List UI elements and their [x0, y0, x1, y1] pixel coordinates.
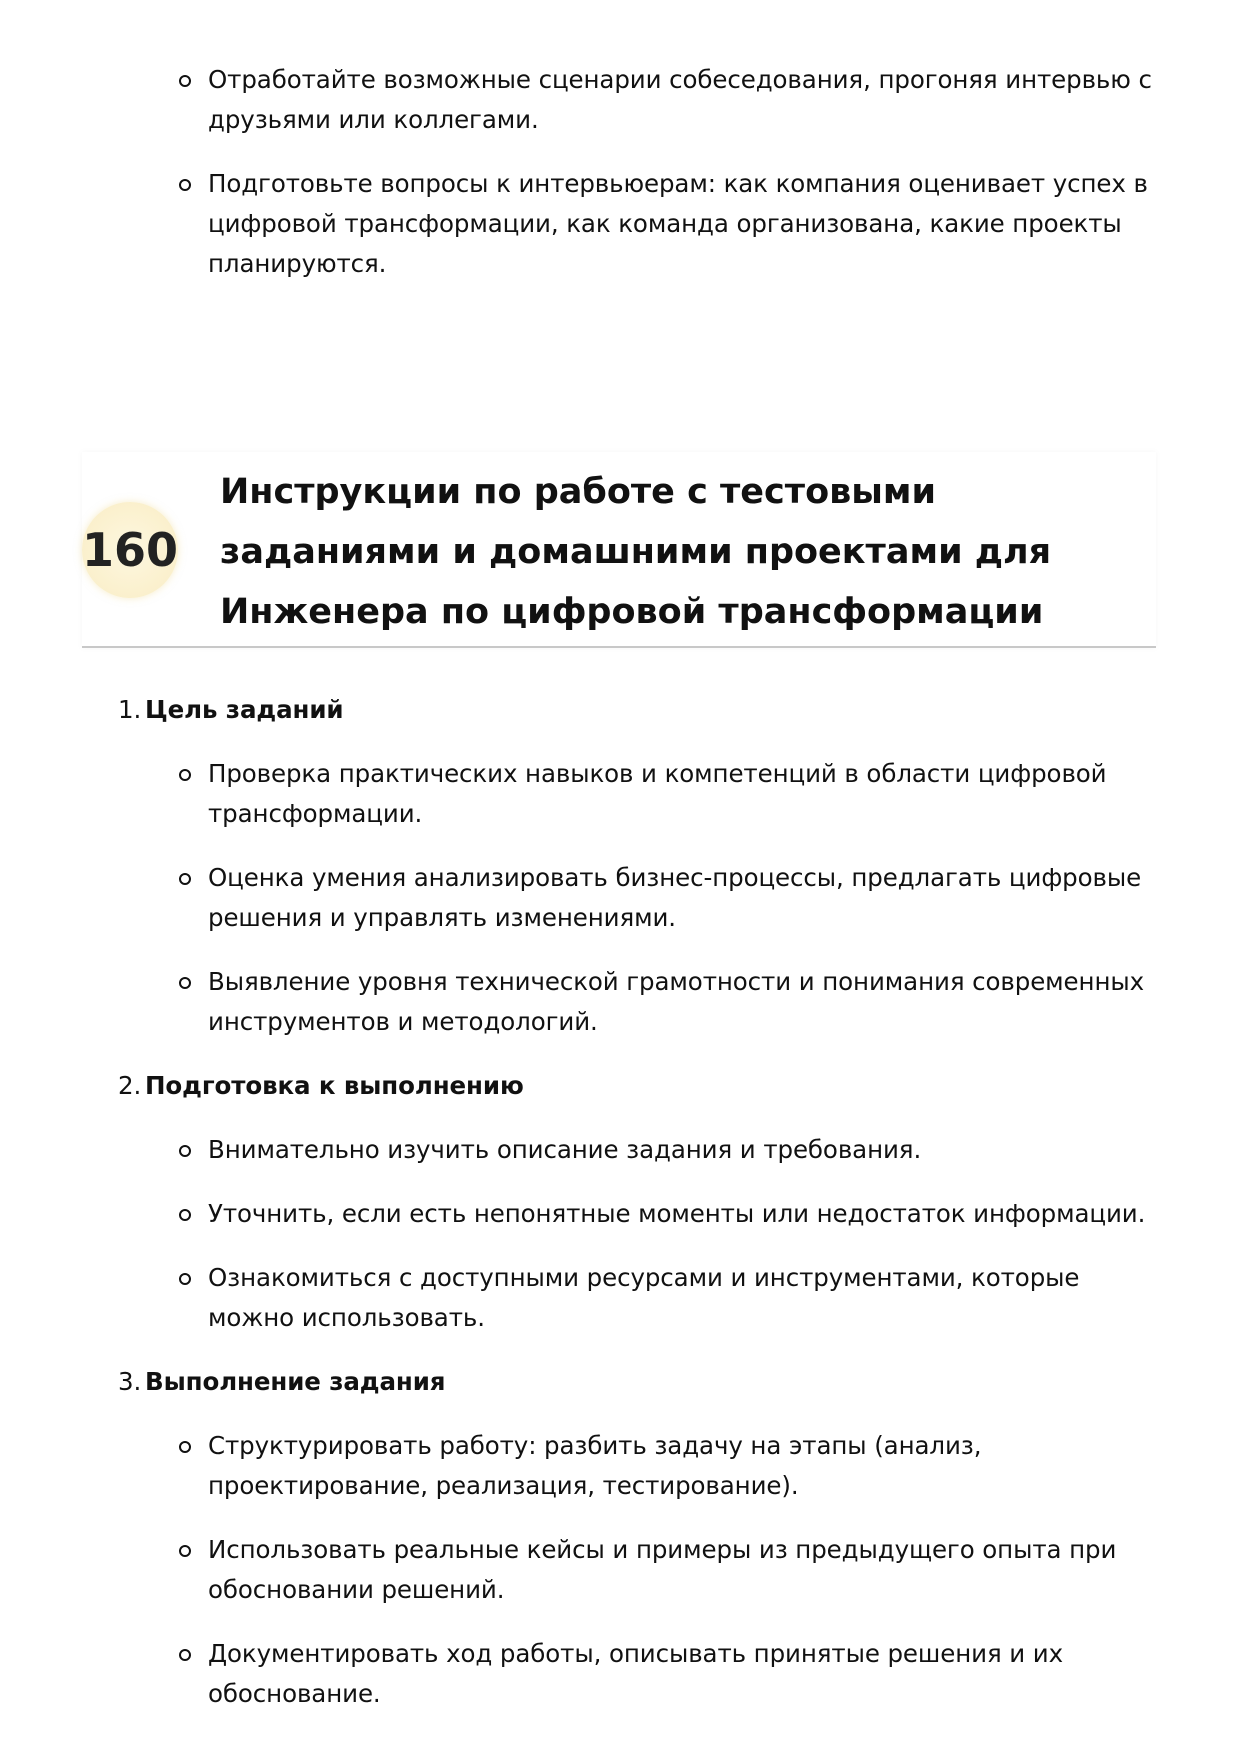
hollow-bullet-icon — [179, 75, 191, 87]
item-label: Цель заданий — [145, 695, 344, 724]
list-item — [0, 164, 1239, 284]
list-item — [0, 858, 1239, 938]
list-item — [0, 1194, 1239, 1234]
item-number: 3. — [118, 1367, 142, 1396]
list-item-text: Оценка умения анализировать бизнес-процессы, предлагать цифровые решения и управлять изменениями. — [208, 863, 1142, 932]
list-item-text: Ознакомиться с доступными ресурсами и инструментами, которые можно использовать. — [208, 1263, 1080, 1332]
numbered-item-execution — [0, 1362, 1239, 1402]
section-heading — [82, 452, 1156, 648]
hollow-bullet-icon — [179, 1273, 191, 1285]
hollow-bullet-icon — [179, 1209, 191, 1221]
continued-bullet-list — [0, 60, 1239, 308]
sub-bullet-list — [0, 1426, 1239, 1714]
hollow-bullet-icon — [179, 1545, 191, 1557]
hollow-bullet-icon — [179, 977, 191, 989]
list-item-text: Уточнить, если есть непонятные моменты или недостаток информации. — [208, 1199, 1146, 1228]
item-label: Подготовка к выполнению — [145, 1071, 524, 1100]
list-item-text: Документировать ход работы, описывать принятые решения и их обоснование. — [208, 1639, 1063, 1708]
sub-bullet-list — [0, 754, 1239, 1042]
list-item-text: Проверка практических навыков и компетенций в области цифровой трансформации. — [208, 759, 1107, 828]
item-number: 1. — [118, 695, 142, 724]
item-number: 2. — [118, 1071, 142, 1100]
hollow-bullet-icon — [179, 769, 191, 781]
hollow-bullet-icon — [179, 1649, 191, 1661]
list-item-text: Внимательно изучить описание задания и требования. — [208, 1135, 922, 1164]
list-item-text: Отработайте возможные сценарии собеседования, прогоняя интервью с друзьями или коллегами. — [208, 65, 1152, 134]
hollow-bullet-icon — [179, 179, 191, 191]
section-number-badge: 160 — [82, 502, 178, 598]
list-item — [0, 60, 1239, 140]
list-item — [0, 754, 1239, 834]
hollow-bullet-icon — [179, 1145, 191, 1157]
list-item-text: Использовать реальные кейсы и примеры из предыдущего опыта при обосновании решений. — [208, 1535, 1117, 1604]
list-item — [0, 962, 1239, 1042]
list-item — [0, 1634, 1239, 1714]
hollow-bullet-icon — [179, 1441, 191, 1453]
sub-bullet-list — [0, 1130, 1239, 1338]
list-item-text: Подготовьте вопросы к интервьюерам: как компания оценивает успех в цифровой трансформации, как команда организована, какие проекты планируются. — [208, 169, 1148, 278]
section-title: Инструкции по работе с тестовыми заданиями и домашними проектами для Инженера по цифровой трансформации — [220, 472, 1052, 632]
hollow-bullet-icon — [179, 873, 191, 885]
list-item-text: Структурировать работу: разбить задачу на этапы (анализ, проектирование, реализация, тестирование). — [208, 1431, 982, 1500]
numbered-item-preparation — [0, 1066, 1239, 1106]
list-item — [0, 1258, 1239, 1338]
instructions-list — [0, 690, 1239, 1738]
list-item — [0, 1130, 1239, 1170]
list-item — [0, 1426, 1239, 1506]
list-item-text: Выявление уровня технической грамотности и понимания современных инструментов и методологий. — [208, 967, 1145, 1036]
numbered-item-goal — [0, 690, 1239, 730]
item-label: Выполнение задания — [145, 1367, 446, 1396]
list-item — [0, 1530, 1239, 1610]
